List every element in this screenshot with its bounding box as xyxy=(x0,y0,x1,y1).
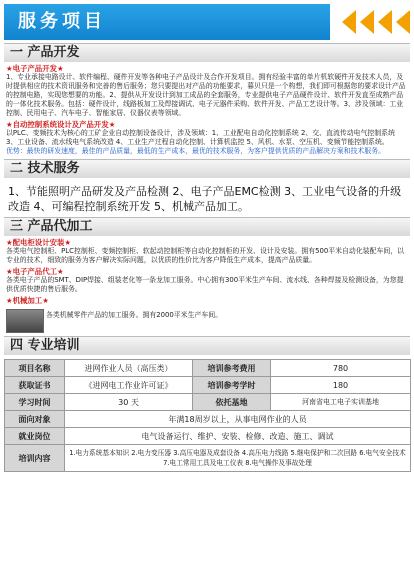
section-heading-product-dev: 一 产品开发 xyxy=(4,43,410,62)
label-project-name: 项目名称 xyxy=(5,360,65,377)
value-base: 河南省电工电子实训基地 xyxy=(271,394,411,411)
paragraph-automation-dev: 以PLC、变频技术为核心的工矿企业自动控制设备设计，涉及领域：1、工业配电自动化控制系统 2、交、直流传动电气控制系统 3、工业设备、流水线电气系统改造 4、工业生产过程自动化控制、计算机监控 5、风机、水泵、空压机、变频节能控制系统。 xyxy=(6,129,395,146)
paragraph-cabinet: 各类电气控制柜、PLC控制柜、变频控制柜、软起动控制柜等自动化控制柜的开发、设计及安装。拥有500平米自动化装配车间，以专业的技术，细致的服务为客户解决实际问题，以优质的性价比为客户降低生产成本，提高产品质量。 xyxy=(6,247,405,264)
label-training-content: 培训内容 xyxy=(5,445,65,472)
subheading-machining: ★机械加工★ xyxy=(6,296,49,305)
chevron-decoration xyxy=(330,4,410,40)
value-job-positions: 电气设备运行、维护、安装、检修、改造、施工、调试 xyxy=(65,428,411,445)
label-job-positions: 就业岗位 xyxy=(5,428,65,445)
label-training-fee: 培训参考费用 xyxy=(193,360,271,377)
subheading-electronics-oem: ★电子产品代工★ xyxy=(6,267,64,276)
section-heading-training: 四 专业培训 xyxy=(4,336,410,355)
table-row xyxy=(5,377,411,394)
value-target-audience: 年满18周岁以上，从事电网作业的人员 xyxy=(65,411,411,428)
value-training-content: 1.电力系统基本知识 2.电力变压器 3.高压电器及成套设备 4.高压电力线路 5.继电保护和二次回路 6.电气安全技术 7.电工常用工具及电工仪表 8.电气操作及事故处理 xyxy=(65,445,411,472)
label-target-audience: 面向对象 xyxy=(5,411,65,428)
table-row xyxy=(5,428,411,445)
machining-row xyxy=(6,307,408,333)
label-certificate: 获取证书 xyxy=(5,377,65,394)
table-row xyxy=(5,360,411,377)
value-project-name: 进网作业人员（高压类） xyxy=(65,360,193,377)
paragraph-tech-service: 1、节能照明产品研发及产品检测 2、电子产品EMC检测 3、工业电气设备的升级改造 4、可编程控制系统开发 5、机械产品加工。 xyxy=(8,185,402,213)
paragraph-advantages: 优势：最快的研发速度，最佳的产品质量，最低的生产成本，最优的技术服务，为客户提供优质的产品解决方案和技术服务。 xyxy=(6,147,385,155)
table-row xyxy=(5,394,411,411)
subheading-cabinet: ★配电柜设计安装★ xyxy=(6,238,71,247)
label-training-hours: 培训参考学时 xyxy=(193,377,271,394)
label-study-time: 学习时间 xyxy=(5,394,65,411)
section-heading-tech-service: 二 技术服务 xyxy=(4,159,410,178)
value-study-time: 30 天 xyxy=(65,394,193,411)
table-row xyxy=(5,445,411,472)
paragraph-electronics-dev: 1、专业承接电路设计、软件编程、硬件开发等各种电子产品设计及合作开发项目。拥有经验丰富的单片机软硬件开发技术人员，及时提供相应的技术资讯服务和完善的售后服务；您只要提出对产品的功能要求，暮贝只是一个构想，我们即可根据您的要求设计产品的控制电路，实现您想要的功能。2、提供从开发设计到加工成品的全套服务，专业提供电子产品硬件设计、软件开发直至成熟产品的一体化技术服务。包括：硬件设计，线路板加工及焊接调试、电子元器件采购、软件开发、产品工艺设计等。3、涉及领域：工业控制、民用电子、汽车电子、智能家居、仪器仪表等领域。 xyxy=(6,73,406,117)
chevron-left-icon xyxy=(396,10,410,34)
page-title: 服务项目 xyxy=(18,11,106,32)
chevron-left-icon xyxy=(378,10,392,34)
subheading-electronics-dev: ★电子产品开发★ xyxy=(6,64,64,73)
value-training-hours: 180 xyxy=(271,377,411,394)
table-row xyxy=(5,411,411,428)
paragraph-machining: 各类机械零件产品的加工服务。拥有2000平米生产车间。 xyxy=(46,311,223,319)
page-banner xyxy=(4,4,410,40)
machining-photo xyxy=(6,309,44,333)
chevron-left-icon xyxy=(342,10,356,34)
paragraph-electronics-oem: 各类电子产品的SMT、DIP焊接、组装老化等一条龙加工服务。中心拥有300平米生产车间、流水线、各种焊接及检测设备，为您提供优质快捷的售后服务。 xyxy=(6,276,404,293)
subheading-automation-dev: ★自动控制系统设计及产品开发★ xyxy=(6,120,116,129)
chevron-left-icon xyxy=(360,10,374,34)
value-certificate: 《进网电工作业许可证》 xyxy=(65,377,193,394)
label-base: 依托基地 xyxy=(193,394,271,411)
training-table xyxy=(4,359,411,472)
value-training-fee: 780 xyxy=(271,360,411,377)
section-heading-oem: 三 产品代加工 xyxy=(4,217,410,236)
